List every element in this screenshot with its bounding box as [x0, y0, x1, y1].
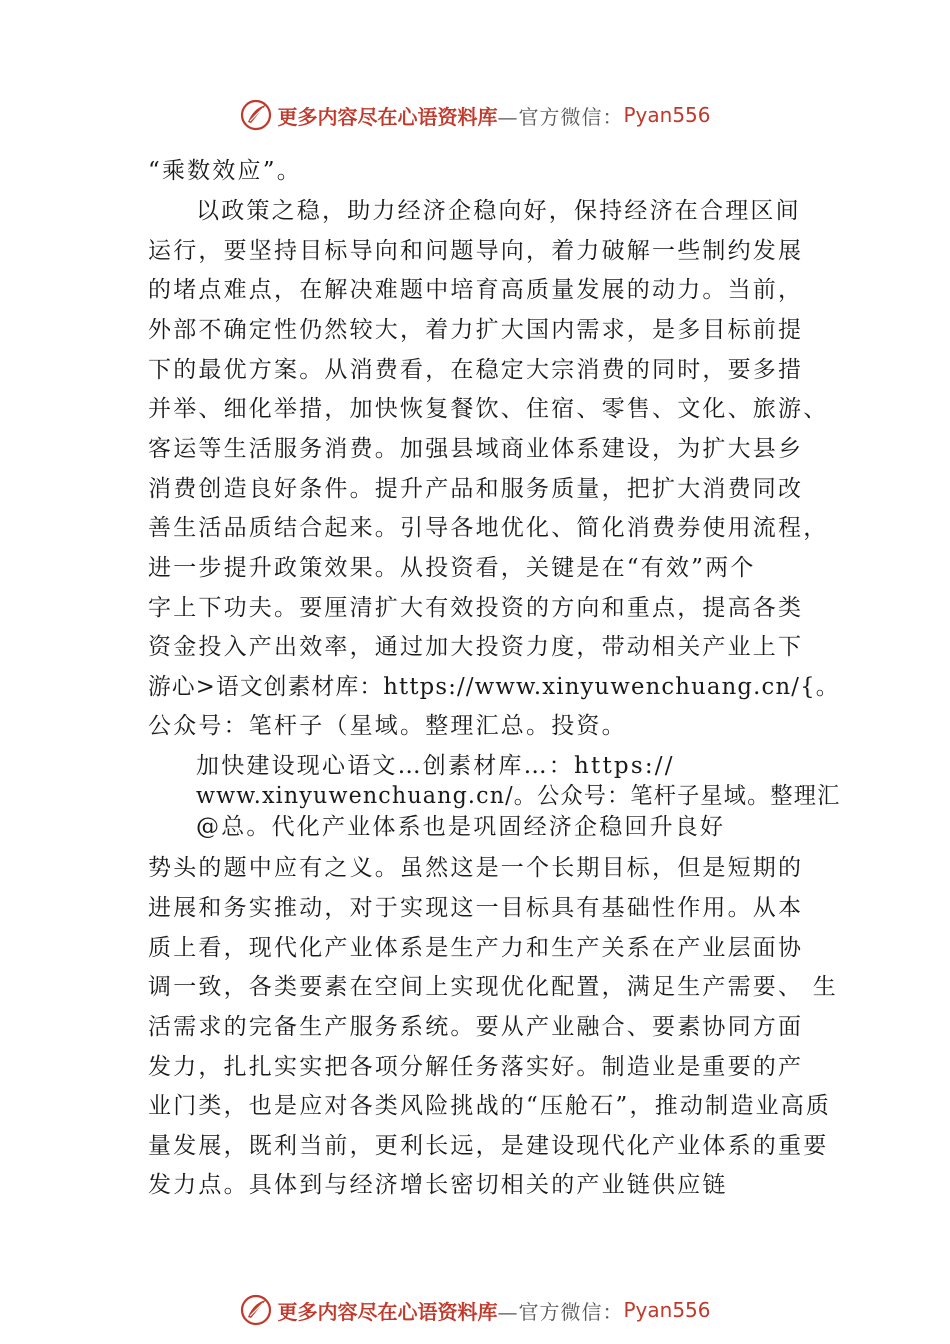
header-watermark-banner: [0, 95, 950, 135]
body-line: 客运等生活服务消费。加强县域商业体系建设，为扩大县乡: [148, 436, 804, 462]
body-line: 并举、细化举措，加快恢复餐饮、住宿、零售、文化、旅游、: [148, 396, 829, 422]
body-line: 消费创造良好条件。提升产品和服务质量，把扩大消费同改: [148, 476, 804, 502]
body-line: @总。代化产业体系也是巩固经济企稳回升良好: [196, 814, 726, 840]
body-line: 资金投入产出效率，通过加大投资力度，带动相关产业上下: [148, 634, 804, 660]
body-line: 业门类，也是应对各类风险挑战的“压舱石”，推动制造业高质: [148, 1093, 832, 1119]
body-line: 的堵点难点，在解决难题中培育高质量发展的动力。当前，: [148, 277, 804, 303]
body-line: 量发展，既利当前，更利长远，是建设现代化产业体系的重要: [148, 1133, 829, 1159]
body-line: 外部不确定性仍然较大，着力扩大国内需求，是多目标前提: [148, 317, 804, 343]
header-brand-text: 更多内容尽在心语资料库: [277, 104, 498, 129]
body-line: “乘数效应”。: [148, 158, 302, 184]
body-line: 势头的题中应有之义。虽然这是一个长期目标，但是短期的: [148, 855, 804, 881]
body-line: 加快建设现心语文…创素材库…：https://: [196, 753, 675, 779]
body-line: 发力点。具体到与经济增长密切相关的产业链供应链: [148, 1172, 728, 1198]
header-wechat-id: Pyan556: [623, 103, 711, 127]
body-line: 活需求的完备生产服务系统。要从产业融合、要素协同方面: [148, 1014, 804, 1040]
body-line: 下的最优方案。从消费看，在稳定大宗消费的同时，要多措: [148, 357, 804, 383]
body-line: 游心>语文创素材库：https://www.xinyuwenchuang.cn/{。: [148, 674, 840, 700]
body-line: 运行，要坚持目标导向和问题导向，着力破解一些制约发展: [148, 238, 804, 264]
brand-logo-icon: [239, 98, 273, 132]
footer-brand-text: 更多内容尽在心语资料库: [277, 1299, 498, 1324]
body-line: 公众号：笔杆子（星域。整理汇总。投资。: [148, 713, 627, 739]
footer-wechat-label: —官方微信：: [497, 1299, 624, 1324]
body-line: 调一致，各类要素在空间上实现优化配置，满足生产需要、 生: [148, 974, 838, 1000]
footer-watermark-banner: [0, 1290, 950, 1330]
body-line: 字上下功夫。要厘清扩大有效投资的方向和重点，提高各类: [148, 595, 804, 621]
body-line: 发力，扎扎实实把各项分解任务落实好。制造业是重要的产: [148, 1054, 804, 1080]
body-line: www.xinyuwenchuang.cn/。公众号：笔杆子星域。整理汇: [196, 783, 841, 809]
body-line: 以政策之稳，助力经济企稳向好，保持经济在合理区间: [196, 198, 801, 224]
brand-logo-icon: [239, 1293, 273, 1327]
body-line: 进展和务实推动，对于实现这一目标具有基础性作用。从本: [148, 895, 804, 921]
header-wechat-label: —官方微信：: [497, 104, 624, 129]
footer-wechat-id: Pyan556: [623, 1298, 711, 1322]
body-line: 进一步提升政策效果。从投资看，关键是在“有效”两个: [148, 555, 756, 581]
body-line: 质上看，现代化产业体系是生产力和生产关系在产业层面协: [148, 935, 804, 961]
body-line: 善生活品质结合起来。引导各地优化、简化消费券使用流程，: [148, 515, 829, 541]
